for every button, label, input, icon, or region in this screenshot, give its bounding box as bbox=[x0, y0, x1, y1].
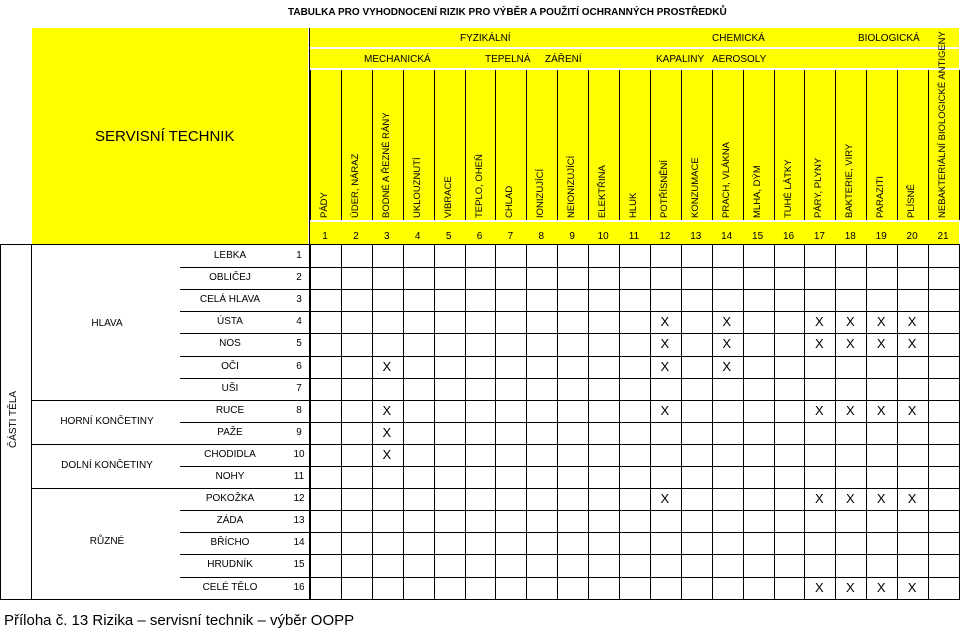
hazard-column-9: NEIONIZUJÍCÍ bbox=[566, 155, 578, 218]
row-number: 13 bbox=[293, 515, 305, 527]
grid-line-header-col bbox=[681, 70, 682, 220]
grid-line-header-col bbox=[897, 70, 898, 220]
row-label: ZÁDA bbox=[216, 515, 244, 527]
row-number: 8 bbox=[296, 404, 302, 416]
hazard-column-2: ÚDER, NÁRAZ bbox=[349, 153, 361, 218]
grid-line-row bbox=[180, 554, 960, 555]
risk-mark: X bbox=[660, 402, 670, 418]
grid-line-row bbox=[180, 400, 960, 401]
hazard-column-5: VIBRACE bbox=[442, 176, 454, 218]
row-label: CELÁ HLAVA bbox=[199, 294, 261, 306]
column-number: 4 bbox=[414, 231, 421, 242]
row-label: OČI bbox=[221, 360, 239, 372]
hazard-column-11: HLUK bbox=[628, 192, 639, 218]
risk-mark: X bbox=[382, 402, 392, 418]
risk-mark: X bbox=[382, 424, 392, 440]
column-number: 13 bbox=[690, 231, 702, 242]
row-label: RUCE bbox=[215, 404, 245, 416]
risk-mark: X bbox=[815, 402, 824, 418]
grid-line-row bbox=[180, 378, 960, 379]
grid-line-header-col bbox=[866, 70, 867, 220]
grid-line-header-col bbox=[619, 70, 620, 220]
group-ruzne: RŮZNÉ bbox=[89, 536, 125, 547]
category-chemicka: CHEMICKÁ bbox=[712, 33, 765, 44]
risk-mark: X bbox=[815, 336, 824, 352]
subcategory-tepelna: TEPELNÁ bbox=[485, 54, 531, 65]
grid-line-header-col bbox=[588, 70, 589, 220]
grid-line-header-col bbox=[743, 70, 744, 220]
grid-line-header-col bbox=[928, 70, 929, 220]
grid-line-row bbox=[180, 510, 960, 511]
risk-mark: X bbox=[660, 314, 670, 330]
grid-line-row bbox=[180, 444, 960, 445]
subcategory-mechanicka: MECHANICKÁ bbox=[364, 54, 431, 65]
grid-line-row bbox=[180, 311, 960, 312]
column-number: 19 bbox=[875, 231, 887, 242]
risk-mark: X bbox=[660, 358, 670, 374]
risk-mark: X bbox=[660, 491, 670, 507]
row-label: LEBKA bbox=[213, 250, 247, 261]
risk-mark: X bbox=[876, 579, 886, 595]
row-number: 1 bbox=[296, 250, 302, 261]
hazard-column-19: PARAZITI bbox=[875, 175, 887, 218]
row-number: 4 bbox=[296, 316, 302, 328]
row-number: 12 bbox=[293, 493, 305, 505]
column-number: 5 bbox=[445, 231, 452, 242]
risk-mark: X bbox=[876, 336, 886, 352]
risk-mark: X bbox=[876, 402, 886, 418]
row-label: OBLIČEJ bbox=[209, 272, 251, 284]
row-label: CELÉ TĚLO bbox=[202, 581, 258, 593]
risk-mark: X bbox=[907, 579, 917, 595]
hazard-column-20: PLÍSNĚ bbox=[906, 184, 918, 218]
row-label: ÚSTA bbox=[217, 316, 243, 328]
grid-line-row bbox=[180, 532, 960, 533]
row-label: POKOŽKA bbox=[205, 493, 255, 505]
row-number: 3 bbox=[296, 294, 302, 306]
hazard-column-3: BODNÉ A ŘEZNÉ RÁNY bbox=[380, 112, 392, 218]
grid-line-left bbox=[0, 244, 1, 599]
risk-mark: X bbox=[845, 579, 855, 595]
hazard-column-8: IONIZUJÍCÍ bbox=[535, 168, 547, 218]
grid-line-group bbox=[31, 444, 181, 445]
hazard-column-17: PÁRY, PLYNY bbox=[813, 157, 825, 218]
row-number: 7 bbox=[296, 382, 302, 394]
grid-line-row bbox=[180, 333, 960, 334]
row-label: BŘÍCHO bbox=[210, 537, 250, 549]
column-number: 20 bbox=[906, 231, 918, 242]
hazard-column-12: POTŘÍSNĚNÍ bbox=[658, 159, 670, 218]
column-number: 2 bbox=[353, 231, 359, 242]
caption: Příloha č. 13 Rizika – servisní technik – výběr OOPP bbox=[4, 612, 355, 629]
group-horni-konceteny: HORNÍ KONČETINY bbox=[60, 416, 154, 427]
risk-mark: X bbox=[722, 336, 732, 352]
grid-line-header-col bbox=[434, 70, 435, 220]
grid-line-row bbox=[180, 488, 960, 489]
grid-line-row bbox=[180, 356, 960, 357]
risk-mark: X bbox=[845, 402, 855, 418]
grid-line-row bbox=[180, 289, 960, 290]
column-number: 9 bbox=[569, 231, 575, 242]
grid-line-header-col bbox=[774, 70, 775, 220]
grid-line-top bbox=[0, 244, 960, 245]
subcategory-aerosoly: AEROSOLY bbox=[712, 54, 767, 65]
grid-line-header-col bbox=[403, 70, 404, 220]
group-dolni-konceteny: DOLNÍ KONČETINY bbox=[61, 460, 153, 471]
grid-line-header-col bbox=[465, 70, 466, 220]
column-number: 21 bbox=[937, 231, 949, 242]
column-number: 17 bbox=[813, 231, 825, 242]
grid-line-header-col bbox=[557, 70, 558, 220]
column-number: 16 bbox=[782, 231, 795, 242]
risk-mark: X bbox=[907, 491, 917, 507]
hazard-column-7: CHLAD bbox=[504, 185, 516, 218]
row-label: HRUDNÍK bbox=[207, 559, 253, 571]
hazard-column-18: BAKTERIE, VIRY bbox=[844, 143, 856, 218]
risk-mark: X bbox=[815, 491, 824, 507]
grid-line-bottom bbox=[0, 599, 960, 600]
grid-line-header-col bbox=[526, 70, 527, 220]
group-hlava: HLAVA bbox=[91, 318, 123, 329]
grid-line-group bbox=[31, 400, 181, 401]
risk-mark: X bbox=[722, 358, 732, 374]
column-number: 10 bbox=[597, 231, 609, 242]
risk-mark: X bbox=[845, 491, 855, 507]
column-number: 15 bbox=[752, 231, 764, 242]
risk-mark: X bbox=[815, 314, 824, 330]
row-label: UŠI bbox=[221, 382, 239, 394]
grid-line-row bbox=[180, 466, 960, 467]
grid-line-header-col bbox=[712, 70, 713, 220]
risk-mark: X bbox=[660, 336, 670, 352]
body-parts-label: ČÁSTI TĚLA bbox=[8, 390, 19, 448]
grid-line-header-col bbox=[341, 70, 342, 220]
risk-mark: X bbox=[907, 336, 917, 352]
risk-mark: X bbox=[815, 579, 824, 595]
risk-mark: X bbox=[382, 446, 392, 462]
hazard-column-1: PÁDY bbox=[319, 192, 330, 218]
grid-line-group bbox=[31, 488, 181, 489]
hazard-column-15: MLHA, DÝM bbox=[751, 165, 763, 218]
hazard-column-21: NEBAKTERIÁLNÍ BIOLOGICKÉ ANTIGENY bbox=[937, 31, 948, 218]
row-number: 10 bbox=[293, 448, 305, 460]
hazard-column-13: KONZUMACE bbox=[689, 157, 701, 218]
column-number: 12 bbox=[659, 231, 671, 242]
column-number: 11 bbox=[628, 231, 640, 242]
column-number: 7 bbox=[507, 231, 514, 242]
hazard-column-6: TEPLO, OHEŇ bbox=[473, 154, 485, 218]
column-number: 6 bbox=[476, 231, 483, 242]
column-number: 8 bbox=[538, 231, 545, 242]
hazard-column-4: UKLOUZNUTÍ bbox=[411, 157, 423, 218]
hazard-column-16: TUHÉ LÁTKY bbox=[782, 159, 794, 218]
row-number: 16 bbox=[293, 581, 305, 593]
grid-line-header-col bbox=[372, 70, 373, 220]
grid-line-header-col bbox=[495, 70, 496, 220]
row-number: 11 bbox=[293, 471, 305, 482]
row-number: 2 bbox=[296, 272, 302, 284]
row-label: NOHY bbox=[215, 471, 245, 482]
row-number: 9 bbox=[296, 426, 302, 438]
grid-line-row bbox=[180, 267, 960, 268]
risk-mark: X bbox=[845, 314, 855, 330]
category-biologicka: BIOLOGICKÁ bbox=[858, 33, 920, 44]
row-label: NOS bbox=[219, 338, 241, 350]
profession-label: SERVISNÍ TECHNIK bbox=[95, 128, 235, 145]
grid-line-header-col bbox=[310, 70, 311, 220]
category-fyzikalni: FYZIKÁLNÍ bbox=[460, 33, 511, 44]
row-number: 15 bbox=[293, 559, 305, 571]
grid-line-row bbox=[180, 422, 960, 423]
row-number: 14 bbox=[293, 537, 305, 549]
risk-mark: X bbox=[845, 336, 855, 352]
risk-mark: X bbox=[876, 491, 886, 507]
hazard-column-10: ELEKTŘINA bbox=[597, 165, 609, 218]
grid-line-row bbox=[180, 577, 960, 578]
column-number: 18 bbox=[844, 231, 856, 242]
risk-mark: X bbox=[907, 314, 917, 330]
table-title: TABULKA PRO VYHODNOCENÍ RIZIK PRO VÝBĚR A POUŽITÍ OCHRANNÝCH PROSTŘEDKŮ bbox=[288, 7, 727, 18]
subcategory-kapaliny: KAPALINY bbox=[656, 54, 705, 65]
grid-line-header-col bbox=[650, 70, 651, 220]
grid-line-header-col bbox=[835, 70, 836, 220]
column-number: 1 bbox=[322, 231, 328, 242]
hazard-column-14: PRACH, VLÁKNA bbox=[720, 141, 732, 218]
grid-line-header-col bbox=[804, 70, 805, 220]
subcategory-zareni: ZÁŘENÍ bbox=[545, 54, 582, 65]
row-number: 5 bbox=[296, 338, 302, 350]
column-number: 14 bbox=[721, 231, 733, 242]
risk-mark: X bbox=[907, 402, 917, 418]
row-number: 6 bbox=[296, 360, 302, 372]
row-label: PAŽE bbox=[217, 426, 243, 438]
risk-mark: X bbox=[722, 314, 732, 330]
risk-mark: X bbox=[382, 358, 392, 374]
row-label: CHODIDLA bbox=[204, 448, 256, 460]
risk-mark: X bbox=[876, 314, 886, 330]
column-number: 3 bbox=[384, 231, 390, 242]
